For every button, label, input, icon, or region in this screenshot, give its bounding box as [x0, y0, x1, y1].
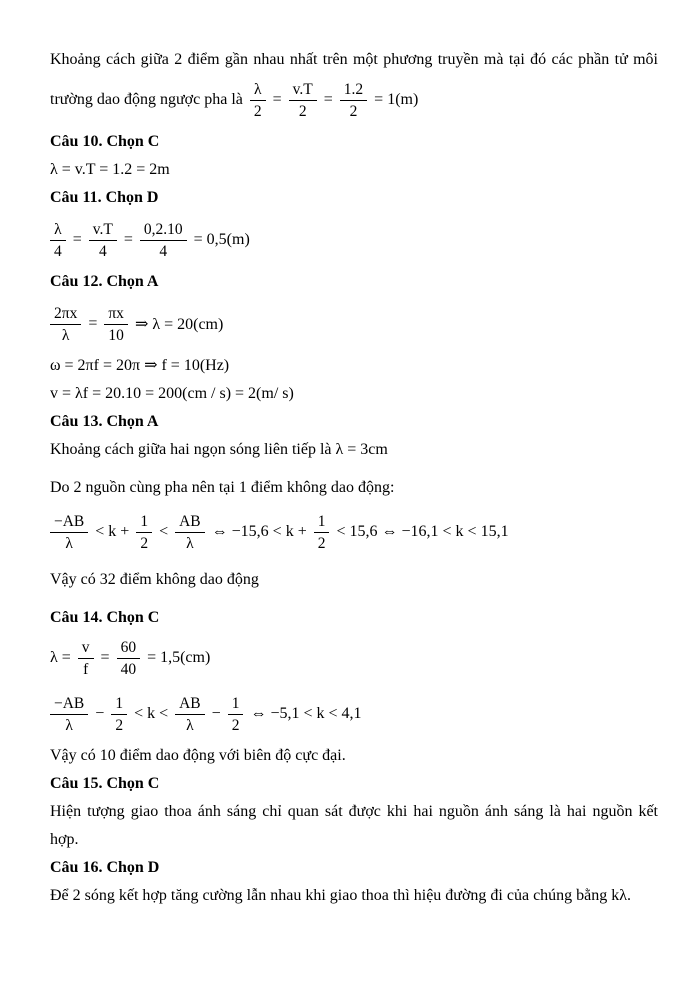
cau-11-formula: [50, 218, 658, 262]
cau-14-formula-1: [50, 636, 658, 680]
fraction-numerator: 1: [228, 694, 244, 715]
operator: =: [272, 91, 282, 108]
formula-result: = 1,5(cm): [147, 649, 211, 666]
operator: < k <: [134, 705, 169, 722]
fraction: [89, 220, 117, 261]
formula-result: < 15,6 ⇔ −16,1 < k < 15,1: [336, 523, 509, 540]
operator: < k +: [95, 523, 130, 540]
cau-12-formula-3: v = λf = 20.10 = 200(cm / s) = 2(m/ s): [50, 385, 294, 402]
cau-11-heading: Câu 11. Chọn D: [50, 189, 159, 206]
fraction-numerator: −AB: [50, 694, 88, 715]
fraction-denominator: 40: [120, 660, 137, 678]
fraction: [175, 512, 205, 553]
fraction-numerator: λ: [250, 80, 266, 101]
fraction-denominator: 2: [298, 102, 307, 120]
fraction-numerator: 1: [314, 512, 330, 533]
cau-16-line-1: Để 2 sóng kết hợp tăng cường lẫn nhau khi giao thoa thì hiệu đường đi của chúng bằng kλ.: [50, 887, 632, 904]
fraction-numerator: 1: [111, 694, 127, 715]
cau-12-formula-1: [50, 302, 658, 346]
operator: =: [323, 91, 333, 108]
cau-12-formula-2: ω = 2πf = 20π ⇒ f = 10(Hz): [50, 357, 230, 374]
operator: =: [123, 231, 133, 248]
fraction-numerator: AB: [175, 694, 205, 715]
cau-14-formula-2: [50, 692, 658, 736]
fraction-denominator: λ: [61, 326, 70, 344]
fraction: [175, 694, 205, 735]
fraction: [340, 80, 367, 121]
intro-line-1: Khoảng cách giữa 2 điểm gần nhau nhất trên một phương truyền mà tại đó các phần tử môi: [50, 51, 658, 68]
fraction: [50, 512, 88, 553]
cau-13-note-3: Vậy có 32 điểm không dao động: [50, 571, 259, 588]
cau-13-note-1: Khoảng cách giữa hai ngọn sóng liên tiếp là λ = 3cm: [50, 441, 388, 458]
fraction: [117, 638, 141, 679]
cau-16-heading: Câu 16. Chọn D: [50, 859, 160, 876]
fraction-denominator: λ: [65, 534, 73, 552]
cau-13-heading: Câu 13. Chọn A: [50, 413, 159, 430]
fraction: [289, 80, 317, 121]
intro-line-2-text: trường dao động ngược pha là: [50, 91, 243, 108]
fraction-numerator: v: [78, 638, 94, 659]
fraction: [50, 220, 66, 261]
fraction: [50, 694, 88, 735]
formula-result: = 0,5(m): [193, 231, 250, 248]
cau-10-heading: Câu 10. Chọn C: [50, 133, 160, 150]
fraction-denominator: λ: [65, 716, 73, 734]
operator: =: [100, 649, 110, 666]
fraction: [250, 80, 266, 121]
cau-13-formula: [50, 510, 658, 554]
fraction-numerator: λ: [50, 220, 66, 241]
fraction-numerator: 1: [136, 512, 152, 533]
operator: =: [88, 315, 98, 332]
fraction-denominator: 2: [115, 716, 124, 734]
fraction-numerator: 0,2.10: [140, 220, 187, 241]
fraction-numerator: v.T: [289, 80, 317, 101]
fraction-numerator: AB: [175, 512, 205, 533]
formula-result: = 1(m): [374, 91, 419, 108]
fraction-numerator: −AB: [50, 512, 88, 533]
cau-15-heading: Câu 15. Chọn C: [50, 775, 160, 792]
fraction-numerator: πx: [104, 304, 128, 325]
fraction: [136, 512, 152, 553]
fraction-denominator: 2: [349, 102, 358, 120]
fraction-denominator: f: [83, 660, 89, 678]
fraction-denominator: 2: [140, 534, 149, 552]
fraction: [104, 304, 128, 345]
cau-14-note-1: Vậy có 10 điểm dao động với biên độ cực đại.: [50, 747, 346, 764]
fraction: [78, 638, 94, 679]
fraction: [140, 220, 187, 261]
cau-10-formula: λ = v.T = 1.2 = 2m: [50, 161, 170, 178]
fraction-numerator: 60: [117, 638, 141, 659]
fraction-denominator: λ: [186, 534, 194, 552]
operator: −: [95, 705, 105, 722]
formula-result: ⇔ −5,1 < k < 4,1: [250, 705, 362, 722]
operator: −: [211, 705, 221, 722]
fraction: [111, 694, 127, 735]
cau-12-heading: Câu 12. Chọn A: [50, 273, 159, 290]
formula-result: ⇒ λ = 20(cm): [134, 316, 224, 333]
fraction-denominator: 2: [317, 534, 326, 552]
fraction: [50, 304, 81, 345]
operator: <: [159, 523, 169, 540]
operator: ⇔ −15,6 < k +: [211, 523, 307, 540]
fraction: [228, 694, 244, 735]
fraction-denominator: 4: [54, 242, 62, 260]
fraction-denominator: λ: [186, 716, 194, 734]
fraction-numerator: 1.2: [340, 80, 367, 101]
operator: =: [72, 231, 82, 248]
cau-13-note-2: Do 2 nguồn cùng pha nên tại 1 điểm không dao động:: [50, 479, 395, 496]
fraction-numerator: v.T: [89, 220, 117, 241]
fraction: [314, 512, 330, 553]
cau-15-line-1: Hiện tượng giao thoa ánh sáng chỉ quan sát được khi hai nguồn ánh sáng là hai nguồn kết: [50, 803, 658, 820]
fraction-denominator: 4: [159, 242, 168, 260]
formula-lhs: λ =: [50, 649, 71, 666]
cau-14-heading: Câu 14. Chọn C: [50, 609, 160, 626]
cau-15-line-2: hợp.: [50, 831, 79, 848]
fraction-denominator: 10: [108, 326, 124, 344]
fraction-denominator: 4: [98, 242, 107, 260]
fraction-numerator: 2πx: [50, 304, 81, 325]
intro-formula-line: [50, 78, 658, 122]
fraction-denominator: 2: [253, 102, 262, 120]
fraction-denominator: 2: [231, 716, 240, 734]
